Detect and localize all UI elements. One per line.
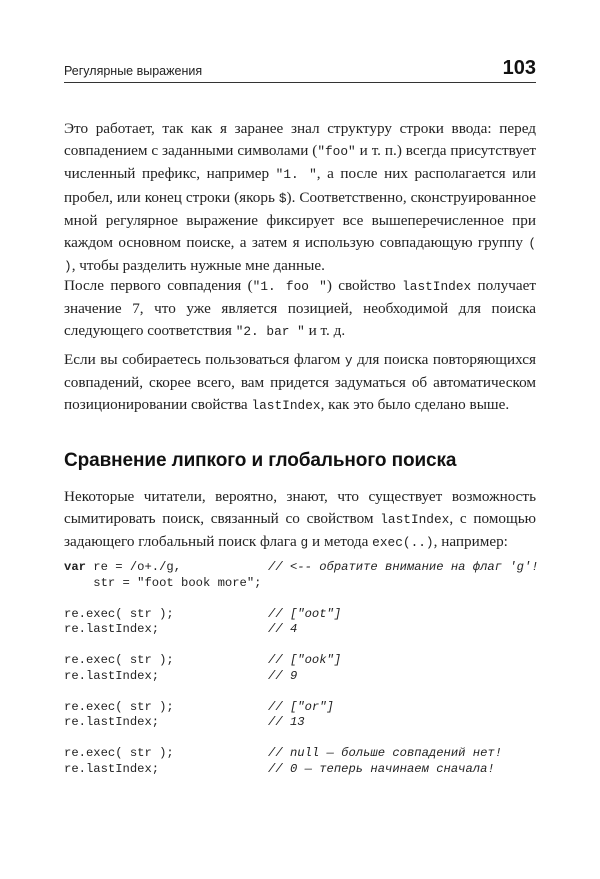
code-comment: // null — больше совпадений нет!	[268, 746, 503, 760]
code-comment: // 4	[268, 622, 298, 636]
code-line: re.exec( str ); // null — больше совпадений нет!	[64, 746, 503, 760]
inline-code: "1. "	[275, 167, 317, 183]
running-header	[64, 56, 536, 82]
code-line: var re = /o+./g, // <-- обратите внимание на флаг 'g'!	[64, 560, 539, 574]
code-keyword: var	[64, 560, 86, 574]
code-line: re.lastIndex; // 4	[64, 622, 298, 636]
code-line: re.exec( str ); // ["ook"]	[64, 653, 342, 667]
paragraph-4: Некоторые читатели, вероятно, знают, что существует возможность сымитировать поиск, связанный со свойством lastIndex, с помощью задающего глобальный поиск флага g и метода exec(..), например:	[64, 488, 536, 551]
code-comment: // ["oot"]	[268, 606, 342, 621]
inline-code: lastIndex	[380, 512, 450, 528]
code-comment: // 9	[268, 668, 298, 683]
code-line: re.exec( str ); // ["or"]	[64, 699, 334, 714]
code-line: str = "foot book more";	[64, 575, 262, 590]
code-listing	[64, 560, 539, 777]
inline-code: exec(..)	[372, 535, 434, 551]
header-rule	[64, 82, 536, 83]
code-line: re.exec( str ); // ["oot"]	[64, 606, 342, 621]
inline-code: g	[300, 535, 309, 551]
code-comment: // ["ook"]	[268, 653, 342, 667]
inline-code: lastIndex	[251, 398, 321, 414]
inline-code: $	[278, 190, 287, 206]
inline-code: ( )	[64, 236, 536, 275]
inline-code: "2. bar "	[235, 324, 305, 340]
paragraph-3: Если вы собираетесь пользоваться флагом y для поиска повторяющихся совпадений, скорее всего, вам придется задуматься об автоматическом позиционировании свойства lastIndex, как это было сделано выше.	[64, 351, 536, 414]
code-comment: // ["or"]	[268, 699, 334, 714]
code-comment: // 13	[268, 715, 305, 729]
code-comment: // <-- обратите внимание на флаг 'g'!	[268, 560, 539, 574]
page-number: 103	[502, 57, 536, 79]
code-line: re.lastIndex; // 0 — теперь начинаем сначала!	[64, 761, 495, 776]
chapter-title: Регулярные выражения	[64, 64, 203, 78]
inline-code: "foo"	[317, 144, 356, 160]
code-comment: // 0 — теперь начинаем сначала!	[268, 761, 495, 776]
inline-code: "1. foo "	[252, 279, 327, 294]
paragraph-1: Это работает, так как я заранее знал структуру строки ввода: перед совпадением с заданными символами ("foo" и т. п.) всегда присутствует численный префикс, например "1. ", а после них располагается или пробел, или конец строки (якорь $). Соответственно, сконструированное мной регулярное выражение фиксирует все вышеперечисленное при каждом основном поиске, а затем я использую совпадающую группу ( ), чтобы разделить нужные мне данные.	[64, 120, 537, 275]
paragraph-2: После первого совпадения ("1. foo ") свойство lastIndex получает значение 7, что уже является позицией, необходимой для поиска следующего соответствия "2. bar " и т. д.	[64, 277, 536, 340]
code-line: re.lastIndex; // 9	[64, 668, 298, 683]
section-heading: Сравнение липкого и глобального поиска	[64, 450, 457, 471]
inline-code: lastIndex	[402, 279, 472, 294]
inline-code: y	[344, 353, 353, 368]
code-line: re.lastIndex; // 13	[64, 715, 305, 729]
